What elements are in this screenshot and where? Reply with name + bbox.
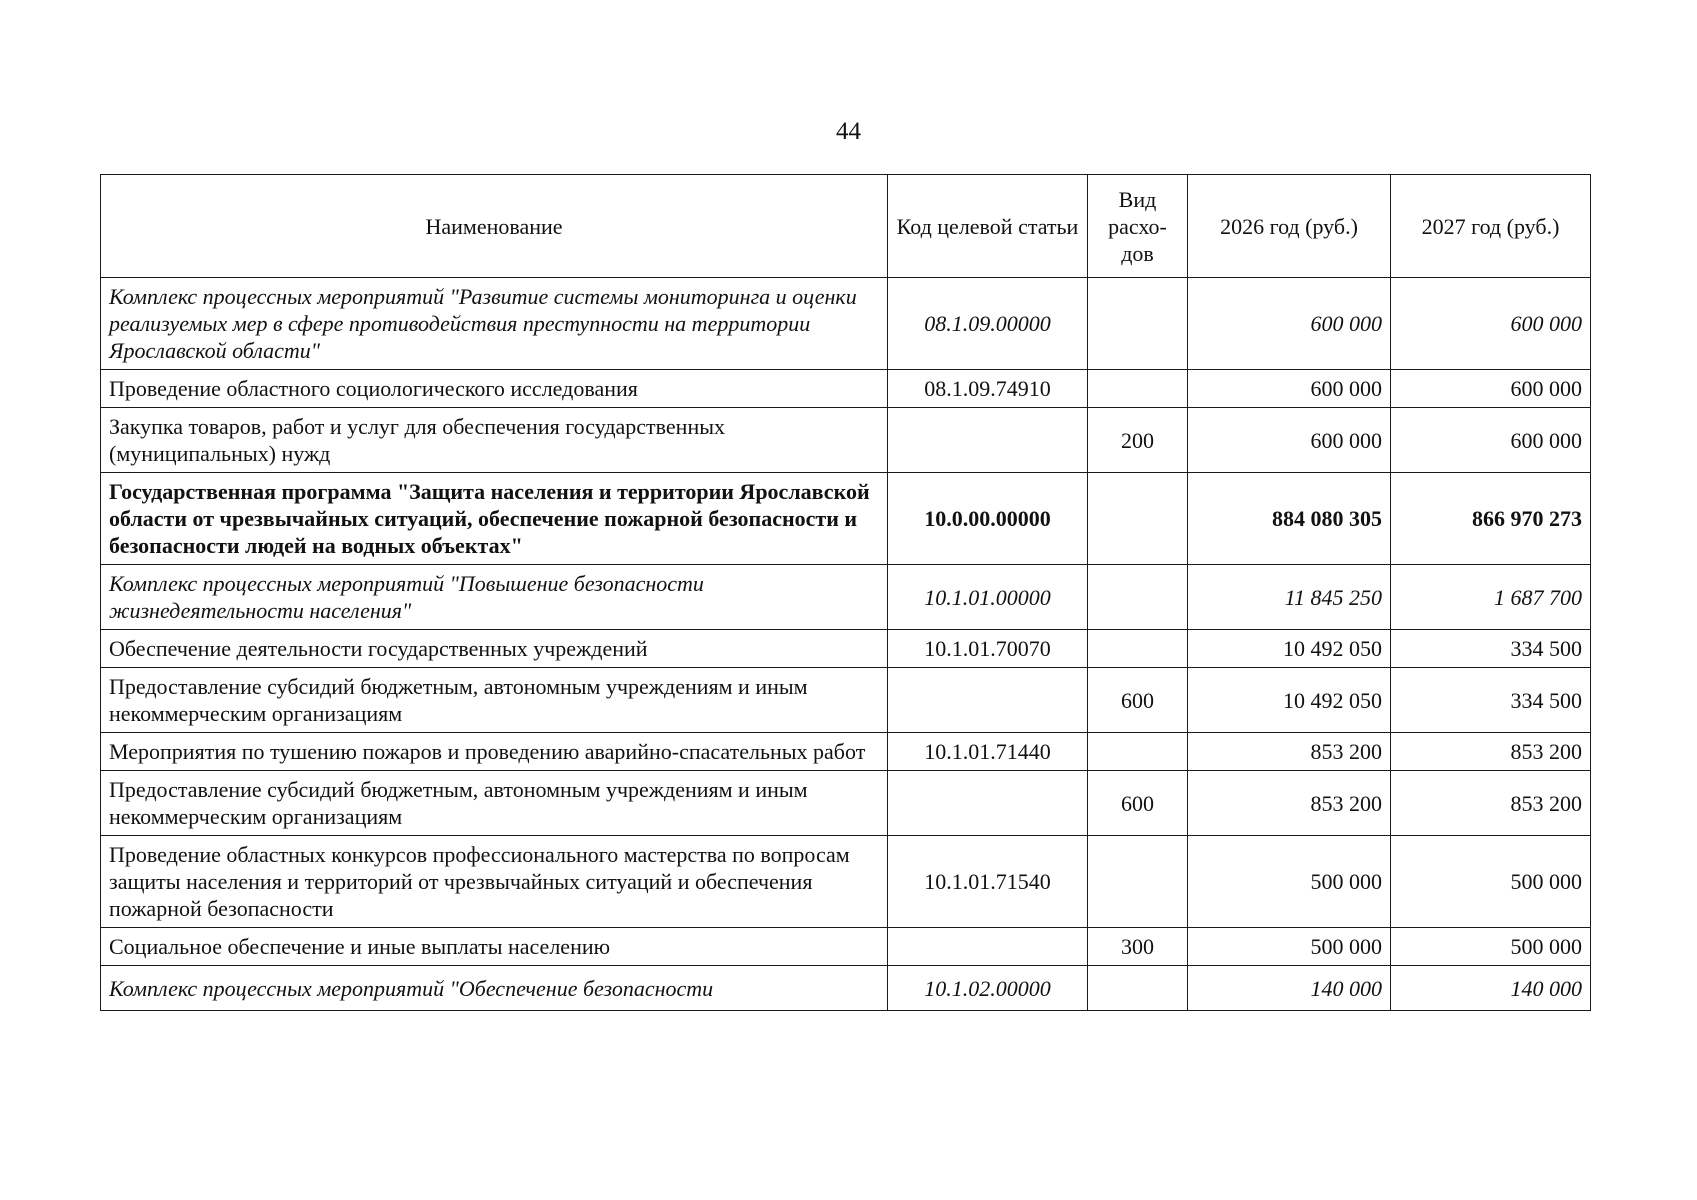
row-kind-cell: 600 xyxy=(1088,771,1188,836)
row-kind-cell: 300 xyxy=(1088,928,1188,966)
row-name-cell: Предоставление субсидий бюджетным, автономным учреждениям и иным некоммерческим организациям xyxy=(101,668,888,733)
row-name-cell: Комплекс процессных мероприятий "Повышение безопасности жизнедеятельности населения" xyxy=(101,565,888,630)
row-2027-cell: 853 200 xyxy=(1391,733,1591,771)
row-code-cell xyxy=(888,928,1088,966)
row-2026-cell: 600 000 xyxy=(1188,370,1391,408)
row-2026-cell: 600 000 xyxy=(1188,278,1391,370)
table-row xyxy=(101,370,1591,408)
row-2027-cell: 334 500 xyxy=(1391,630,1591,668)
row-2027-cell: 866 970 273 xyxy=(1391,473,1591,565)
row-2027-cell: 853 200 xyxy=(1391,771,1591,836)
row-code-cell: 10.1.01.71540 xyxy=(888,836,1088,928)
row-name-cell: Мероприятия по тушению пожаров и проведению аварийно-спасательных работ xyxy=(101,733,888,771)
table-row xyxy=(101,966,1591,1011)
table-row xyxy=(101,733,1591,771)
row-code-cell xyxy=(888,771,1088,836)
row-name-cell: Обеспечение деятельности государственных учреждений xyxy=(101,630,888,668)
header-name: Наименование xyxy=(101,175,888,278)
table-row xyxy=(101,771,1591,836)
row-2026-cell: 500 000 xyxy=(1188,836,1391,928)
table-row xyxy=(101,408,1591,473)
row-kind-cell xyxy=(1088,966,1188,1011)
row-2026-cell: 853 200 xyxy=(1188,771,1391,836)
row-2026-cell: 10 492 050 xyxy=(1188,630,1391,668)
row-2027-cell: 140 000 xyxy=(1391,966,1591,1011)
row-2027-cell: 600 000 xyxy=(1391,278,1591,370)
row-kind-cell: 600 xyxy=(1088,668,1188,733)
table-row xyxy=(101,668,1591,733)
row-name-cell: Социальное обеспечение и иные выплаты населению xyxy=(101,928,888,966)
row-2027-cell: 500 000 xyxy=(1391,928,1591,966)
row-kind-cell xyxy=(1088,370,1188,408)
row-2027-cell: 600 000 xyxy=(1391,370,1591,408)
row-code-cell: 10.1.01.70070 xyxy=(888,630,1088,668)
table-row xyxy=(101,565,1591,630)
table-row xyxy=(101,278,1591,370)
row-code-cell: 08.1.09.74910 xyxy=(888,370,1088,408)
row-code-cell: 10.1.01.00000 xyxy=(888,565,1088,630)
row-2026-cell: 10 492 050 xyxy=(1188,668,1391,733)
row-kind-cell xyxy=(1088,473,1188,565)
row-2026-cell: 140 000 xyxy=(1188,966,1391,1011)
row-code-cell: 08.1.09.00000 xyxy=(888,278,1088,370)
table-header-row xyxy=(101,175,1591,278)
header-kind: Вид расхо-дов xyxy=(1088,175,1188,278)
budget-table xyxy=(100,174,1591,1011)
row-kind-cell xyxy=(1088,630,1188,668)
row-name-cell: Проведение областного социологического исследования xyxy=(101,370,888,408)
row-2027-cell: 1 687 700 xyxy=(1391,565,1591,630)
row-name-cell: Комплекс процессных мероприятий "Развитие системы мониторинга и оценки реализуемых мер в сфере противодействия преступности на территории Ярославской области" xyxy=(101,278,888,370)
row-kind-cell xyxy=(1088,565,1188,630)
row-name-cell: Проведение областных конкурсов профессионального мастерства по вопросам защиты населения и территорий от чрезвычайных ситуаций и обеспечения пожарной безопасности xyxy=(101,836,888,928)
row-2026-cell: 500 000 xyxy=(1188,928,1391,966)
row-2027-cell: 600 000 xyxy=(1391,408,1591,473)
row-code-cell: 10.1.02.00000 xyxy=(888,966,1088,1011)
page-number: 44 xyxy=(836,118,861,145)
table-row xyxy=(101,928,1591,966)
row-name-cell: Комплекс процессных мероприятий "Обеспечение безопасности xyxy=(101,966,888,1011)
row-kind-cell: 200 xyxy=(1088,408,1188,473)
row-2026-cell: 11 845 250 xyxy=(1188,565,1391,630)
table-row xyxy=(101,836,1591,928)
header-2027: 2027 год (руб.) xyxy=(1391,175,1591,278)
row-name-cell: Государственная программа "Защита населения и территории Ярославской области от чрезвычайных ситуаций, обеспечение пожарной безопасности и безопасности людей на водных объектах" xyxy=(101,473,888,565)
row-name-cell: Закупка товаров, работ и услуг для обеспечения государственных (муниципальных) нужд xyxy=(101,408,888,473)
row-name-cell: Предоставление субсидий бюджетным, автономным учреждениям и иным некоммерческим организациям xyxy=(101,771,888,836)
row-2026-cell: 884 080 305 xyxy=(1188,473,1391,565)
table-row xyxy=(101,473,1591,565)
row-kind-cell xyxy=(1088,278,1188,370)
table-row xyxy=(101,630,1591,668)
row-code-cell xyxy=(888,408,1088,473)
row-code-cell xyxy=(888,668,1088,733)
row-2027-cell: 500 000 xyxy=(1391,836,1591,928)
header-code: Код целевой статьи xyxy=(888,175,1088,278)
row-code-cell: 10.1.01.71440 xyxy=(888,733,1088,771)
row-code-cell: 10.0.00.00000 xyxy=(888,473,1088,565)
row-2026-cell: 600 000 xyxy=(1188,408,1391,473)
row-kind-cell xyxy=(1088,733,1188,771)
row-kind-cell xyxy=(1088,836,1188,928)
row-2026-cell: 853 200 xyxy=(1188,733,1391,771)
row-2027-cell: 334 500 xyxy=(1391,668,1591,733)
header-2026: 2026 год (руб.) xyxy=(1188,175,1391,278)
